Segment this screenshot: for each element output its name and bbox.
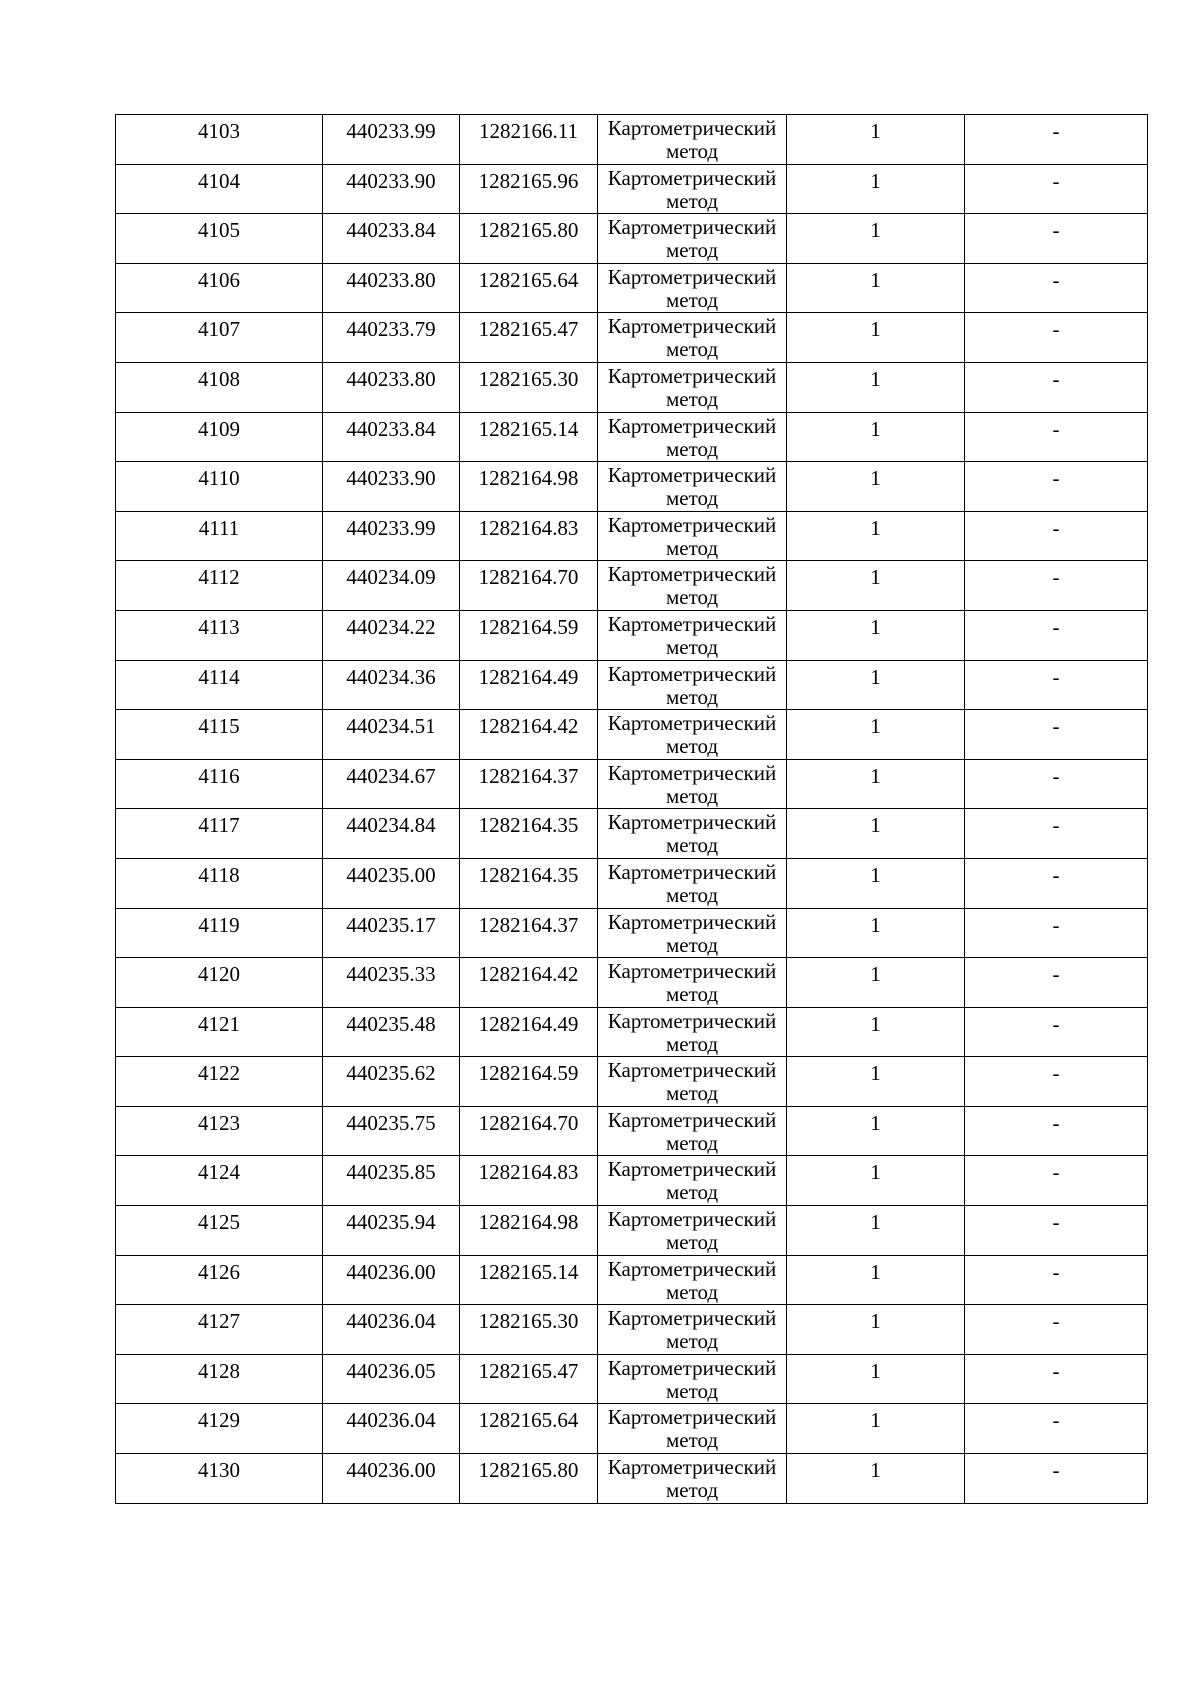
point-number-cell: 4119 [116,908,323,958]
point-number-cell: 4114 [116,660,323,710]
table-row [116,115,1148,165]
method-line-1: Картометрический [607,116,777,140]
table-row [116,362,1148,412]
table-row [116,313,1148,363]
method-line-2: метод [665,1230,719,1255]
table-row [116,214,1148,264]
y-coordinate-cell: 1282164.35 [460,858,598,908]
method-cell [598,164,787,214]
x-coordinate-cell: 440234.22 [323,610,460,660]
point-number-cell: 4111 [116,511,323,561]
accuracy-cell: 1 [787,1305,965,1355]
method-cell [598,858,787,908]
accuracy-cell: 1 [787,1255,965,1305]
method-cell [598,809,787,859]
x-coordinate-cell: 440236.04 [323,1305,460,1355]
y-coordinate-cell: 1282164.59 [460,1057,598,1107]
y-coordinate-cell: 1282164.70 [460,1106,598,1156]
table-row [116,610,1148,660]
method-line-1: Картометрический [607,264,777,289]
accuracy-cell: 1 [787,1156,965,1206]
y-coordinate-cell: 1282164.83 [460,511,598,561]
point-number-cell: 4123 [116,1106,323,1156]
point-number-cell: 4122 [116,1057,323,1107]
point-number-cell: 4120 [116,958,323,1008]
coordinates-table [115,114,1148,1504]
x-coordinate-cell: 440236.00 [323,1454,460,1504]
method-cell [598,1007,787,1057]
method-line-2: метод [665,386,719,411]
x-coordinate-cell: 440234.09 [323,561,460,611]
note-cell: - [965,412,1148,462]
accuracy-cell: 1 [787,759,965,809]
x-coordinate-cell: 440233.99 [323,511,460,561]
method-line-2: метод [665,238,719,263]
y-coordinate-cell: 1282164.98 [460,1206,598,1256]
method-cell [598,462,787,512]
accuracy-cell: 1 [787,858,965,908]
method-cell [598,660,787,710]
x-coordinate-cell: 440235.94 [323,1206,460,1256]
point-number-cell: 4106 [116,263,323,313]
note-cell: - [965,1106,1148,1156]
method-line-2: метод [665,1428,719,1453]
x-coordinate-cell: 440235.85 [323,1156,460,1206]
method-cell [598,412,787,462]
method-cell [598,1206,787,1256]
method-line-1: Картометрический [607,512,777,537]
method-line-2: метод [665,337,719,362]
point-number-cell: 4113 [116,610,323,660]
point-number-cell: 4108 [116,362,323,412]
x-coordinate-cell: 440234.84 [323,809,460,859]
method-cell [598,561,787,611]
point-number-cell: 4124 [116,1156,323,1206]
y-coordinate-cell: 1282164.59 [460,610,598,660]
method-cell [598,214,787,264]
table-row [116,1206,1148,1256]
method-line-2: метод [665,1081,719,1106]
table-row [116,462,1148,512]
note-cell: - [965,313,1148,363]
table-row [116,561,1148,611]
method-line-1: Картометрический [607,711,777,736]
y-coordinate-cell: 1282165.30 [460,1305,598,1355]
table-row [116,958,1148,1008]
point-number-cell: 4107 [116,313,323,363]
method-cell [598,362,787,412]
note-cell: - [965,561,1148,611]
method-line-1: Картометрический [607,1355,777,1380]
point-number-cell: 4104 [116,164,323,214]
y-coordinate-cell: 1282164.42 [460,710,598,760]
y-coordinate-cell: 1282165.64 [460,1404,598,1454]
y-coordinate-cell: 1282165.47 [460,313,598,363]
note-cell: - [965,164,1148,214]
note-cell: - [965,1156,1148,1206]
x-coordinate-cell: 440233.84 [323,412,460,462]
table-row [116,1305,1148,1355]
accuracy-cell: 1 [787,908,965,958]
method-line-2: метод [665,1329,719,1354]
table-row [116,908,1148,958]
y-coordinate-cell: 1282165.47 [460,1354,598,1404]
method-line-1: Картометрический [607,463,777,488]
point-number-cell: 4105 [116,214,323,264]
method-line-2: метод [665,833,719,858]
table-row [116,710,1148,760]
y-coordinate-cell: 1282164.70 [460,561,598,611]
note-cell: - [965,1305,1148,1355]
accuracy-cell: 1 [787,1206,965,1256]
accuracy-cell: 1 [787,809,965,859]
table-row [116,1404,1148,1454]
method-cell [598,1106,787,1156]
method-line-1: Картометрический [607,1058,777,1083]
method-line-2: метод [665,188,719,213]
note-cell: - [965,462,1148,512]
y-coordinate-cell: 1282164.42 [460,958,598,1008]
point-number-cell: 4121 [116,1007,323,1057]
point-number-cell: 4112 [116,561,323,611]
method-line-2: метод [665,139,719,163]
method-cell [598,759,787,809]
method-line-2: метод [665,634,719,659]
method-cell [598,1305,787,1355]
method-line-2: метод [665,1279,719,1304]
x-coordinate-cell: 440235.00 [323,858,460,908]
y-coordinate-cell: 1282165.14 [460,1255,598,1305]
y-coordinate-cell: 1282164.49 [460,1007,598,1057]
note-cell: - [965,759,1148,809]
method-cell [598,1255,787,1305]
method-line-2: метод [665,486,719,511]
point-number-cell: 4117 [116,809,323,859]
method-line-2: метод [665,1378,719,1403]
y-coordinate-cell: 1282165.80 [460,214,598,264]
note-cell: - [965,263,1148,313]
table-row [116,759,1148,809]
method-cell [598,1354,787,1404]
point-number-cell: 4128 [116,1354,323,1404]
x-coordinate-cell: 440235.62 [323,1057,460,1107]
table-row [116,1354,1148,1404]
point-number-cell: 4116 [116,759,323,809]
point-number-cell: 4110 [116,462,323,512]
x-coordinate-cell: 440233.79 [323,313,460,363]
method-line-2: метод [665,1031,719,1056]
accuracy-cell: 1 [787,164,965,214]
method-cell [598,908,787,958]
accuracy-cell: 1 [787,1057,965,1107]
point-number-cell: 4127 [116,1305,323,1355]
x-coordinate-cell: 440235.48 [323,1007,460,1057]
method-line-2: метод [665,783,719,808]
accuracy-cell: 1 [787,1007,965,1057]
method-line-1: Картометрический [607,760,777,785]
method-line-1: Картометрический [607,611,777,636]
method-line-1: Картометрический [607,661,777,686]
method-line-2: метод [665,932,719,957]
accuracy-cell: 1 [787,1354,965,1404]
table-row [116,1106,1148,1156]
method-line-2: метод [665,585,719,610]
method-line-1: Картометрический [607,215,777,240]
note-cell: - [965,1057,1148,1107]
table-row [116,412,1148,462]
method-line-1: Картометрический [607,165,777,190]
accuracy-cell: 1 [787,1454,965,1504]
y-coordinate-cell: 1282164.83 [460,1156,598,1206]
accuracy-cell: 1 [787,462,965,512]
y-coordinate-cell: 1282165.14 [460,412,598,462]
method-line-2: метод [665,1478,719,1503]
method-line-1: Картометрический [607,1256,777,1281]
x-coordinate-cell: 440233.80 [323,362,460,412]
table-row [116,1057,1148,1107]
note-cell: - [965,858,1148,908]
method-line-1: Картометрический [607,314,777,339]
method-line-1: Картометрический [607,1157,777,1182]
accuracy-cell: 1 [787,1404,965,1454]
accuracy-cell: 1 [787,263,965,313]
y-coordinate-cell: 1282165.30 [460,362,598,412]
table-row [116,511,1148,561]
method-line-2: метод [665,1130,719,1155]
method-line-1: Картометрический [607,1455,777,1480]
note-cell: - [965,908,1148,958]
note-cell: - [965,660,1148,710]
method-line-1: Картометрический [607,810,777,835]
method-line-1: Картометрический [607,1207,777,1232]
point-number-cell: 4115 [116,710,323,760]
method-cell [598,313,787,363]
method-cell [598,1404,787,1454]
x-coordinate-cell: 440233.80 [323,263,460,313]
x-coordinate-cell: 440235.17 [323,908,460,958]
x-coordinate-cell: 440235.33 [323,958,460,1008]
method-cell [598,1057,787,1107]
point-number-cell: 4130 [116,1454,323,1504]
note-cell: - [965,1255,1148,1305]
table-row [116,164,1148,214]
x-coordinate-cell: 440236.04 [323,1404,460,1454]
table-row [116,660,1148,710]
accuracy-cell: 1 [787,362,965,412]
method-line-2: метод [665,436,719,461]
note-cell: - [965,362,1148,412]
x-coordinate-cell: 440233.90 [323,462,460,512]
accuracy-cell: 1 [787,710,965,760]
method-line-1: Картометрический [607,909,777,934]
method-cell [598,1454,787,1504]
point-number-cell: 4129 [116,1404,323,1454]
accuracy-cell: 1 [787,660,965,710]
note-cell: - [965,115,1148,165]
accuracy-cell: 1 [787,214,965,264]
method-cell [598,1156,787,1206]
note-cell: - [965,710,1148,760]
note-cell: - [965,958,1148,1008]
method-line-1: Картометрический [607,859,777,884]
y-coordinate-cell: 1282166.11 [460,115,598,165]
method-line-1: Картометрический [607,1008,777,1033]
y-coordinate-cell: 1282165.64 [460,263,598,313]
table-row [116,858,1148,908]
y-coordinate-cell: 1282164.98 [460,462,598,512]
accuracy-cell: 1 [787,610,965,660]
x-coordinate-cell: 440233.84 [323,214,460,264]
method-line-2: метод [665,882,719,907]
method-cell [598,263,787,313]
method-line-1: Картометрический [607,1306,777,1331]
x-coordinate-cell: 440235.75 [323,1106,460,1156]
x-coordinate-cell: 440233.99 [323,115,460,165]
note-cell: - [965,1007,1148,1057]
method-line-1: Картометрический [607,959,777,984]
method-line-2: метод [665,1180,719,1205]
note-cell: - [965,610,1148,660]
accuracy-cell: 1 [787,1106,965,1156]
method-line-2: метод [665,287,719,312]
accuracy-cell: 1 [787,511,965,561]
accuracy-cell: 1 [787,412,965,462]
note-cell: - [965,1454,1148,1504]
note-cell: - [965,1354,1148,1404]
x-coordinate-cell: 440233.90 [323,164,460,214]
method-cell [598,710,787,760]
point-number-cell: 4126 [116,1255,323,1305]
note-cell: - [965,1206,1148,1256]
table-row [116,809,1148,859]
note-cell: - [965,214,1148,264]
method-line-1: Картометрический [607,413,777,438]
method-line-1: Картометрический [607,1107,777,1132]
method-line-2: метод [665,535,719,560]
table-row [116,1156,1148,1206]
point-number-cell: 4118 [116,858,323,908]
table-row [116,263,1148,313]
point-number-cell: 4125 [116,1206,323,1256]
table-row [116,1007,1148,1057]
x-coordinate-cell: 440234.67 [323,759,460,809]
table-row [116,1255,1148,1305]
method-line-1: Картометрический [607,1405,777,1430]
method-line-2: метод [665,982,719,1007]
method-line-2: метод [665,684,719,709]
y-coordinate-cell: 1282164.37 [460,908,598,958]
note-cell: - [965,1404,1148,1454]
method-line-1: Картометрический [607,363,777,388]
x-coordinate-cell: 440236.05 [323,1354,460,1404]
method-cell [598,958,787,1008]
y-coordinate-cell: 1282164.37 [460,759,598,809]
note-cell: - [965,511,1148,561]
y-coordinate-cell: 1282165.96 [460,164,598,214]
method-cell [598,610,787,660]
method-line-2: метод [665,734,719,759]
table-body [116,115,1148,1504]
point-number-cell: 4103 [116,115,323,165]
y-coordinate-cell: 1282164.49 [460,660,598,710]
y-coordinate-cell: 1282164.35 [460,809,598,859]
y-coordinate-cell: 1282165.80 [460,1454,598,1504]
method-cell [598,115,787,165]
accuracy-cell: 1 [787,958,965,1008]
point-number-cell: 4109 [116,412,323,462]
accuracy-cell: 1 [787,561,965,611]
note-cell: - [965,809,1148,859]
method-line-1: Картометрический [607,562,777,587]
method-cell [598,511,787,561]
x-coordinate-cell: 440234.51 [323,710,460,760]
x-coordinate-cell: 440236.00 [323,1255,460,1305]
accuracy-cell: 1 [787,115,965,165]
x-coordinate-cell: 440234.36 [323,660,460,710]
accuracy-cell: 1 [787,313,965,363]
table-row [116,1454,1148,1504]
